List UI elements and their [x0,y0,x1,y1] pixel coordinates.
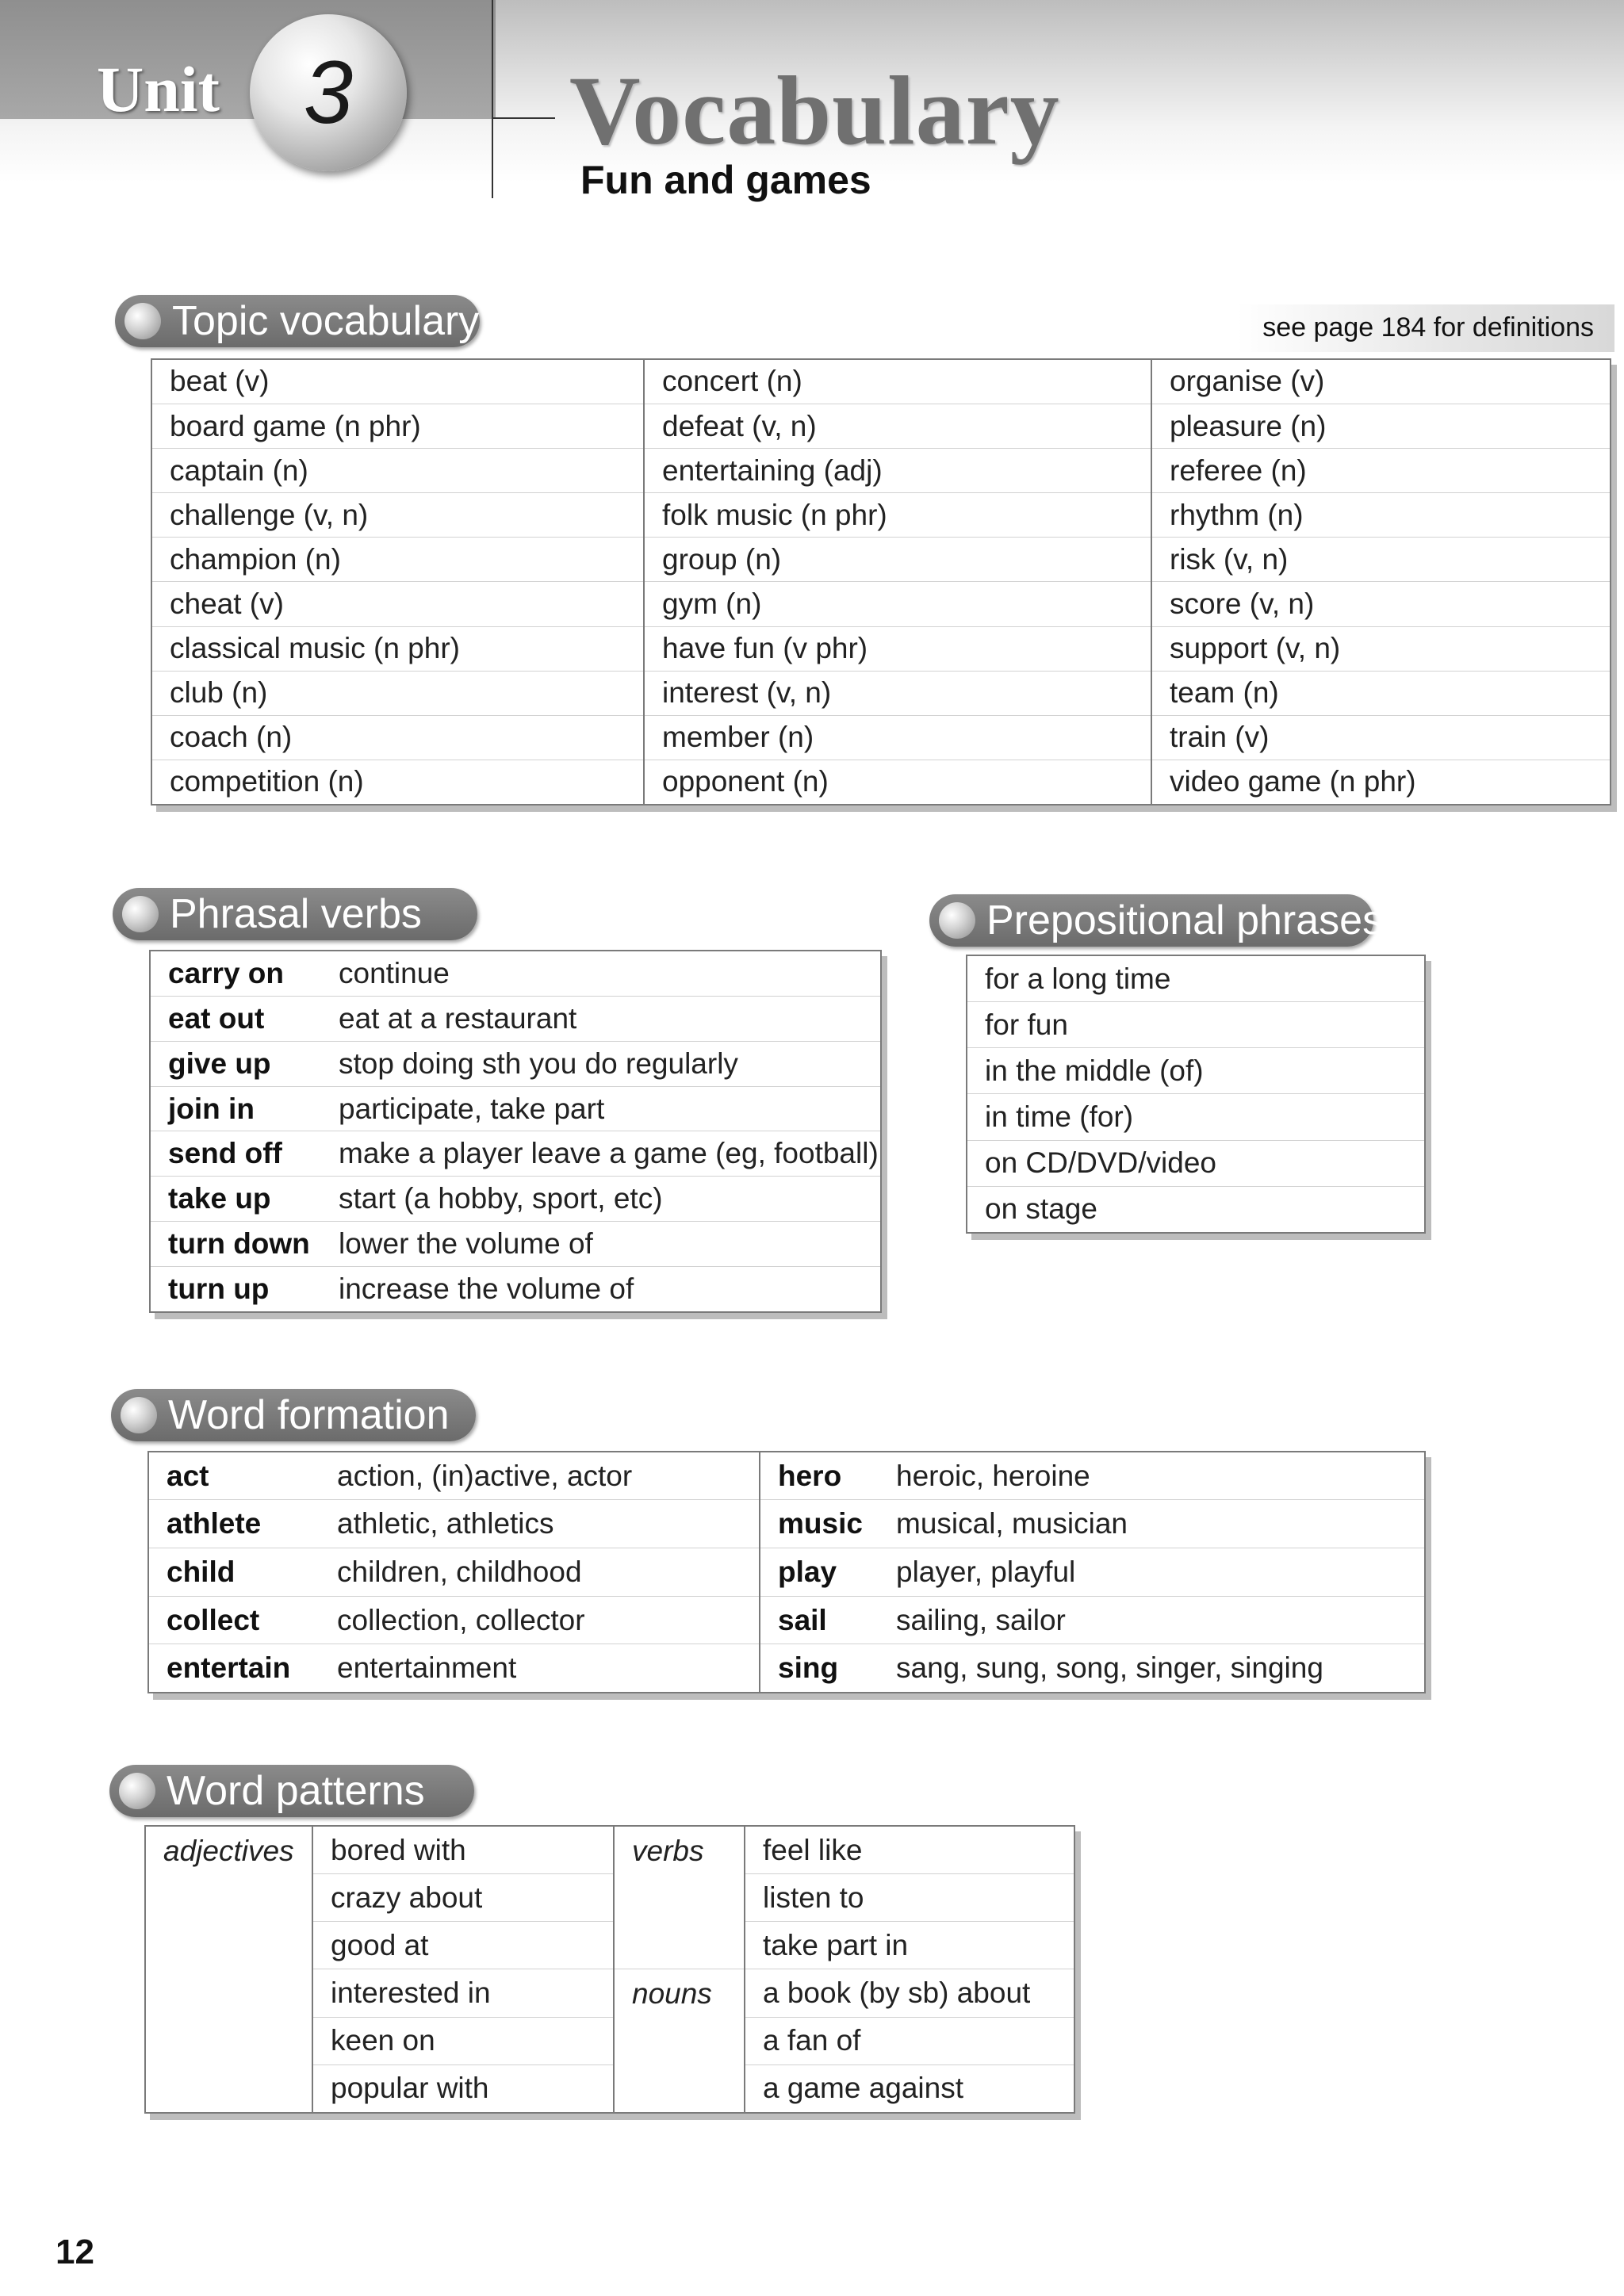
prepositional-phrase: in time (for) [967,1094,1424,1140]
table-row [151,1267,880,1311]
phrasal-verb-meaning: make a player leave a game (eg, football) [321,1131,880,1177]
table-row [151,1041,880,1086]
vocab-item: group (n) [644,538,1151,582]
word-forms: heroic, heroine [879,1452,1424,1500]
table-row [152,404,1610,448]
header-divider [492,0,493,198]
phrasal-verb-meaning: increase the volume of [339,1272,634,1306]
section-heading-label: Word formation [168,1392,450,1438]
pattern-item: a book (by sb) about [745,1969,1074,2017]
word-forms: sailing, sailor [879,1596,1424,1644]
phrasal-verb: give up [151,1041,321,1086]
prepositional-phrase: on CD/DVD/video [967,1140,1424,1186]
bullet-icon [939,902,975,939]
phrasal-verb: turn down [151,1222,321,1267]
table-row [152,715,1610,760]
vocab-item: concert (n) [644,360,1151,404]
phrasal-verb-meaning: participate, take part [321,1086,880,1131]
base-word: play [760,1548,879,1597]
vocab-item: captain (n) [152,449,644,493]
vocab-item: entertaining (adj) [644,449,1151,493]
table-row [149,1500,1424,1548]
vocab-item: opponent (n) [644,760,1151,804]
pattern-item: a game against [763,2072,964,2105]
word-forms: athletic, athletics [320,1500,760,1548]
phrasal-verbs-table [149,950,882,1313]
prepositional-phrase: for a long time [967,956,1424,1002]
base-word: entertain [167,1651,291,1685]
section-heading-phrasal-verbs [113,888,477,940]
phrasal-verb: eat out [151,996,321,1041]
page-title: Vocabulary [569,56,1060,165]
table-row [967,1094,1424,1140]
vocab-item: champion (n) [152,538,644,582]
definitions-note: see page 184 for definitions [1262,312,1594,342]
table-row [152,360,1610,404]
section-heading-label: Phrasal verbs [170,891,422,937]
base-word: music [760,1500,879,1548]
base-word: act [149,1452,320,1500]
definitions-note-band [1237,304,1614,352]
table-row [149,1452,1424,1500]
phrasal-verb-meaning: continue [321,951,880,996]
table-row [152,626,1610,671]
base-word: collect [149,1596,320,1644]
pattern-item: popular with [312,2064,614,2112]
phrasal-verb: join in [151,1086,321,1131]
vocab-item: team (n) [1151,671,1610,715]
base-word: child [149,1548,320,1597]
vocab-item: interest (v, n) [644,671,1151,715]
table-row [967,1140,1424,1186]
section-heading-topic-vocabulary [115,295,480,347]
table-row [149,1548,1424,1597]
pattern-item: interested in [312,1969,614,2017]
table-row [967,1186,1424,1232]
bullet-icon [119,1773,155,1809]
word-forms: player, playful [879,1548,1424,1597]
table-row [152,671,1610,715]
base-word: sail [760,1596,879,1644]
category-label-verbs: verbs [614,1827,745,1969]
table-row [967,1002,1424,1048]
prepositional-phrase: on stage [985,1192,1097,1226]
header-rule [492,117,555,119]
table-row [151,1177,880,1222]
phrasal-verb: send off [151,1131,321,1177]
bullet-icon [122,896,159,932]
category-label-nouns: nouns [614,1969,745,2112]
vocab-item: pleasure (n) [1151,404,1610,448]
vocab-item: beat (v) [152,360,644,404]
phrasal-verb-meaning: stop doing sth you do regularly [321,1041,880,1086]
pattern-item: keen on [312,2017,614,2064]
word-forms: action, (in)active, actor [320,1452,760,1500]
word-forms: collection, collector [320,1596,760,1644]
table-row [152,760,1610,804]
table-row [967,1048,1424,1094]
pattern-item: bored with [312,1827,614,1874]
vocab-item: member (n) [644,715,1151,760]
word-patterns-table [144,1825,1075,2114]
vocab-item: video game (n phr) [1170,765,1416,798]
base-word: athlete [149,1500,320,1548]
prepositional-phrases-table [966,955,1426,1234]
vocab-item: have fun (v phr) [644,626,1151,671]
topic-vocabulary-table [151,358,1611,806]
word-forms: sang, sung, song, singer, singing [896,1651,1323,1685]
vocab-item: score (v, n) [1151,582,1610,626]
pattern-item: good at [312,1922,614,1969]
vocab-item: competition (n) [152,760,644,804]
vocab-item: risk (v, n) [1151,538,1610,582]
section-heading-prepositional-phrases [929,894,1384,947]
table-row [152,538,1610,582]
section-heading-label: Word patterns [167,1768,425,1814]
table-row [967,956,1424,1002]
word-formation-table [147,1451,1426,1693]
word-forms: musical, musician [879,1500,1424,1548]
table-row [146,1827,1074,1874]
phrasal-verb: turn up [168,1272,270,1306]
table-row [149,1596,1424,1644]
pattern-item: a fan of [745,2017,1074,2064]
pattern-item: listen to [745,1874,1074,1922]
page-subtitle: Fun and games [580,158,871,202]
unit-band [0,0,496,119]
bullet-icon [121,1397,157,1433]
vocab-item: board game (n phr) [152,404,644,448]
table-row [149,1644,1424,1692]
unit-label: Unit [97,53,220,125]
page-number: 12 [56,2233,94,2271]
table-row [151,996,880,1041]
word-forms: entertainment [320,1644,760,1692]
vocab-item: rhythm (n) [1151,493,1610,538]
section-heading-label: Prepositional phrases [986,897,1384,943]
vocab-item: challenge (v, n) [152,493,644,538]
category-label-adjectives: adjectives [146,1827,312,2112]
table-row [151,1131,880,1177]
section-heading-word-patterns [109,1765,474,1817]
prepositional-phrase: in the middle (of) [967,1048,1424,1094]
vocab-item: folk music (n phr) [644,493,1151,538]
table-row [152,449,1610,493]
vocab-item: defeat (v, n) [644,404,1151,448]
phrasal-verb-meaning: lower the volume of [321,1222,880,1267]
pattern-item: take part in [745,1922,1074,1969]
pattern-item: crazy about [312,1874,614,1922]
prepositional-phrase: for fun [967,1002,1424,1048]
base-word: sing [778,1651,839,1685]
vocab-item: train (v) [1151,715,1610,760]
pattern-item: feel like [745,1827,1074,1874]
table-row [151,1222,880,1267]
vocab-item: club (n) [152,671,644,715]
vocab-item: referee (n) [1151,449,1610,493]
table-row [152,493,1610,538]
section-heading-word-formation [111,1389,476,1441]
table-row [151,1086,880,1131]
phrasal-verb-meaning: start (a hobby, sport, etc) [321,1177,880,1222]
table-row [151,951,880,996]
vocab-item: cheat (v) [152,582,644,626]
vocab-item: gym (n) [644,582,1151,626]
word-forms: children, childhood [320,1548,760,1597]
base-word: hero [760,1452,879,1500]
vocab-item: support (v, n) [1151,626,1610,671]
vocab-item: classical music (n phr) [152,626,644,671]
bullet-icon [124,303,161,339]
table-row [152,582,1610,626]
phrasal-verb: carry on [151,951,321,996]
vocab-item: coach (n) [152,715,644,760]
phrasal-verb: take up [151,1177,321,1222]
section-heading-label: Topic vocabulary [172,298,480,344]
vocab-item: organise (v) [1151,360,1610,404]
phrasal-verb-meaning: eat at a restaurant [321,996,880,1041]
unit-number: 3 [303,43,354,142]
